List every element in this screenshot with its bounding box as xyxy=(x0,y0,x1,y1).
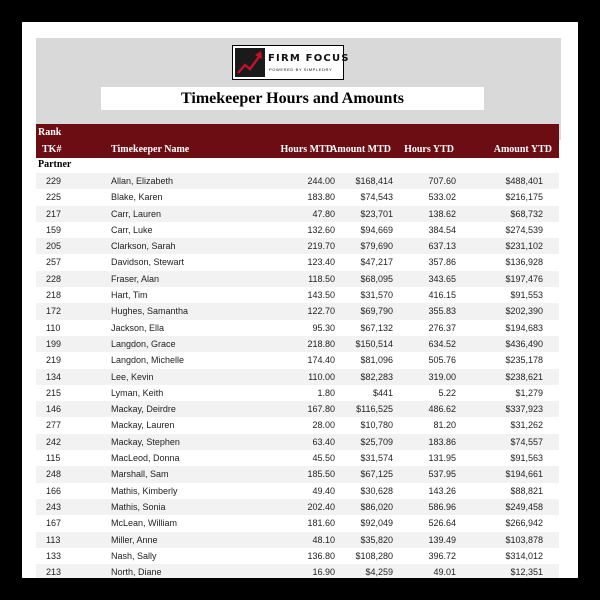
cell-amount-ytd: $31,262 xyxy=(510,420,543,431)
cell-amount-mtd: $168,414 xyxy=(355,176,393,186)
cell-hours-mtd: 174.40 xyxy=(307,355,335,366)
cell-hours-mtd: 185.50 xyxy=(307,469,335,480)
cell-tk: 213 xyxy=(46,567,62,578)
cell-amount-mtd: $82,283 xyxy=(360,371,393,382)
cell-hours-ytd: 396.72 xyxy=(428,550,456,561)
cell-tk: 167 xyxy=(46,518,62,529)
table-row xyxy=(36,206,559,222)
cell-tk: 217 xyxy=(46,208,62,219)
cell-amount-mtd: $30,628 xyxy=(360,485,393,496)
cell-amount-mtd: $79,690 xyxy=(360,241,393,252)
cell-amount-mtd: $67,132 xyxy=(360,322,393,333)
cell-name: Fraser, Alan xyxy=(111,273,160,284)
cell-hours-ytd: 319.00 xyxy=(428,371,456,382)
cell-tk: 218 xyxy=(46,290,62,301)
cell-tk: 228 xyxy=(46,273,62,284)
cell-name: Jackson, Ella xyxy=(111,322,165,333)
cell-amount-ytd: $136,928 xyxy=(505,257,543,268)
cell-name: Hughes, Samantha xyxy=(111,306,189,317)
cell-hours-ytd: 637.13 xyxy=(428,241,456,252)
cell-hours-ytd: 5.22 xyxy=(438,387,456,398)
cell-hours-ytd: 183.86 xyxy=(428,436,456,447)
table-row xyxy=(36,483,559,499)
cell-hours-ytd: 384.54 xyxy=(428,224,456,235)
cell-hours-mtd: 136.80 xyxy=(307,550,335,561)
cell-hours-mtd: 123.40 xyxy=(307,257,335,268)
cell-name: Mackay, Deirdre xyxy=(111,404,176,415)
cell-name: Nash, Sally xyxy=(111,550,157,561)
cell-amount-mtd: $69,790 xyxy=(360,306,393,317)
cell-amount-mtd: $23,701 xyxy=(360,208,393,219)
cell-hours-mtd: 1.80 xyxy=(317,387,335,398)
cell-name: Blake, Karen xyxy=(111,192,163,203)
cell-hours-mtd: 132.60 xyxy=(307,224,335,235)
cell-hours-ytd: 131.95 xyxy=(428,453,456,464)
cell-hours-mtd: 143.50 xyxy=(307,290,335,301)
cell-tk: 225 xyxy=(46,192,62,203)
cell-name: Allan, Elizabeth xyxy=(111,176,174,186)
cell-amount-mtd: $31,574 xyxy=(360,453,393,464)
column-header-hours-ytd: Hours YTD xyxy=(404,144,454,155)
cell-amount-ytd: $74,557 xyxy=(510,436,543,447)
logo-tagline: POWERED BY SIMPLEDRY xyxy=(269,67,333,72)
cell-hours-ytd: 357.86 xyxy=(428,257,456,268)
cell-tk: 219 xyxy=(46,355,62,366)
table-row xyxy=(36,450,559,466)
cell-hours-ytd: 634.52 xyxy=(428,338,456,349)
cell-amount-ytd: $238,621 xyxy=(505,371,543,382)
cell-amount-ytd: $235,178 xyxy=(505,355,543,366)
column-header-amount-ytd: Amount YTD xyxy=(493,144,552,155)
table-row xyxy=(36,499,559,515)
cell-amount-ytd: $249,458 xyxy=(505,501,543,512)
cell-hours-mtd: 202.40 xyxy=(307,501,335,512)
cell-amount-mtd: $10,780 xyxy=(360,420,393,431)
cell-name: Langdon, Grace xyxy=(111,338,176,349)
cell-amount-ytd: $197,476 xyxy=(505,273,543,284)
cell-amount-mtd: $74,543 xyxy=(360,192,393,203)
cell-amount-mtd: $31,570 xyxy=(360,290,393,301)
cell-hours-ytd: 707.60 xyxy=(428,176,456,186)
cell-tk: 146 xyxy=(46,404,62,415)
column-header-name: Timekeeper Name xyxy=(111,144,190,155)
column-header-amount-mtd: Amount MTD xyxy=(330,144,391,155)
cell-hours-mtd: 244.00 xyxy=(307,176,335,186)
cell-tk: 242 xyxy=(46,436,62,447)
cell-name: Lyman, Keith xyxy=(111,387,164,398)
cell-amount-ytd: $1,279 xyxy=(515,387,543,398)
cell-hours-mtd: 16.90 xyxy=(312,567,335,578)
cell-amount-ytd: $202,390 xyxy=(505,306,543,317)
cell-amount-ytd: $68,732 xyxy=(510,208,543,219)
cell-hours-ytd: 49.01 xyxy=(433,567,456,578)
cell-name: Marshall, Sam xyxy=(111,469,169,480)
cell-name: Mathis, Kimberly xyxy=(111,485,178,496)
cell-hours-mtd: 110.00 xyxy=(308,371,335,382)
table-row xyxy=(36,515,559,531)
cell-amount-mtd: $86,020 xyxy=(360,501,393,512)
table-row xyxy=(36,271,559,287)
cell-amount-mtd: $116,525 xyxy=(356,404,393,415)
cell-hours-ytd: 586.96 xyxy=(428,501,456,512)
cell-amount-mtd: $4,259 xyxy=(365,567,393,578)
table-row xyxy=(36,417,559,433)
cell-name: Davidson, Stewart xyxy=(111,257,185,268)
cell-name: Mackay, Lauren xyxy=(111,420,175,431)
table-row xyxy=(36,369,559,385)
cell-tk: 166 xyxy=(46,485,62,496)
cell-tk: 115 xyxy=(46,453,61,464)
cell-amount-ytd: $12,351 xyxy=(510,567,543,578)
cell-tk: 243 xyxy=(46,501,62,512)
cell-amount-mtd: $68,095 xyxy=(360,273,393,284)
cell-tk: 199 xyxy=(46,338,62,349)
cell-amount-ytd: $314,012 xyxy=(505,550,543,561)
column-header-hours-mtd: Hours MTD xyxy=(280,144,333,155)
cell-hours-ytd: 537.95 xyxy=(428,469,456,480)
cell-tk: 159 xyxy=(46,224,62,235)
cell-tk: 113 xyxy=(46,534,61,545)
table-header xyxy=(36,124,559,158)
cell-tk: 110 xyxy=(46,322,61,333)
logo-name: FIRM FOCUS xyxy=(268,53,350,64)
cell-hours-mtd: 167.80 xyxy=(307,404,335,415)
cell-tk: 229 xyxy=(46,176,62,186)
cell-amount-ytd: $266,942 xyxy=(505,518,543,529)
rank-label: Rank xyxy=(38,127,62,138)
report-page xyxy=(22,22,578,578)
cell-hours-mtd: 48.10 xyxy=(312,534,335,545)
cell-amount-ytd: $436,490 xyxy=(505,338,543,349)
table-row xyxy=(36,254,559,270)
cell-amount-ytd: $216,175 xyxy=(505,192,543,203)
cell-name: Hart, Tim xyxy=(111,290,148,301)
table-row xyxy=(36,287,559,303)
cell-name: Carr, Lauren xyxy=(111,208,162,219)
table-row xyxy=(36,336,559,352)
cell-name: Langdon, Michelle xyxy=(111,355,185,366)
cell-hours-ytd: 526.64 xyxy=(428,518,456,529)
cell-amount-ytd: $194,661 xyxy=(505,469,543,480)
cell-name: McLean, William xyxy=(111,518,178,529)
cell-amount-ytd: $88,821 xyxy=(510,485,543,496)
cell-amount-ytd: $337,923 xyxy=(505,404,543,415)
cell-amount-ytd: $91,553 xyxy=(510,290,543,301)
cell-name: MacLeod, Donna xyxy=(111,453,180,464)
firm-focus-logo xyxy=(232,45,350,80)
cell-name: Mackay, Stephen xyxy=(111,436,180,447)
cell-hours-ytd: 139.49 xyxy=(428,534,456,545)
cell-amount-mtd: $150,514 xyxy=(355,338,393,349)
cell-hours-ytd: 505.76 xyxy=(428,355,456,366)
table-row xyxy=(36,320,559,336)
cell-amount-mtd: $94,669 xyxy=(360,224,393,235)
cell-tk: 257 xyxy=(46,257,62,268)
cell-hours-mtd: 95.30 xyxy=(312,322,335,333)
cell-tk: 248 xyxy=(46,469,62,480)
table-row xyxy=(36,238,559,254)
cell-hours-ytd: 276.37 xyxy=(428,322,456,333)
table-row xyxy=(36,385,559,401)
cell-hours-mtd: 45.50 xyxy=(312,453,335,464)
cell-hours-mtd: 122.70 xyxy=(307,306,335,317)
cell-hours-ytd: 486.62 xyxy=(428,404,456,415)
cell-hours-mtd: 218.80 xyxy=(307,338,335,349)
table-row xyxy=(36,466,559,482)
cell-hours-ytd: 355.83 xyxy=(428,306,456,317)
table-row xyxy=(36,303,559,319)
cell-hours-ytd: 81.20 xyxy=(433,420,456,431)
cell-amount-mtd: $47,217 xyxy=(360,257,393,268)
table-row xyxy=(36,548,559,564)
cell-hours-ytd: 143.26 xyxy=(428,485,456,496)
cell-hours-mtd: 63.40 xyxy=(312,436,335,447)
cell-hours-ytd: 416.15 xyxy=(428,290,456,301)
table-row xyxy=(36,532,559,548)
cell-hours-mtd: 219.70 xyxy=(307,241,335,252)
cell-tk: 133 xyxy=(46,550,62,561)
cell-amount-ytd: $488,401 xyxy=(505,176,543,186)
cell-tk: 172 xyxy=(46,306,62,317)
cell-tk: 205 xyxy=(46,241,62,252)
cell-amount-mtd: $25,709 xyxy=(360,436,393,447)
cell-name: North, Diane xyxy=(111,567,162,578)
cell-amount-mtd: $108,280 xyxy=(355,550,393,561)
cell-hours-ytd: 138.62 xyxy=(428,208,456,219)
cell-name: Miller, Anne xyxy=(111,534,158,545)
cell-amount-ytd: $194,683 xyxy=(505,322,543,333)
report-title-box xyxy=(101,87,484,110)
cell-name: Carr, Luke xyxy=(111,224,153,235)
cell-hours-ytd: 533.02 xyxy=(428,192,456,203)
cell-amount-mtd: $81,096 xyxy=(360,355,393,366)
table-row xyxy=(36,401,559,417)
cell-name: Clarkson, Sarah xyxy=(111,241,176,252)
cell-amount-ytd: $274,539 xyxy=(505,224,543,235)
cell-amount-mtd: $35,820 xyxy=(360,534,393,545)
table-row xyxy=(36,222,559,238)
cell-amount-mtd: $441 xyxy=(372,387,393,398)
table-row xyxy=(36,564,559,578)
cell-hours-mtd: 28.00 xyxy=(312,420,335,431)
report-title: Timekeeper Hours and Amounts xyxy=(181,89,404,107)
cell-amount-ytd: $91,563 xyxy=(510,453,543,464)
table-row xyxy=(36,189,559,205)
cell-hours-mtd: 183.80 xyxy=(307,192,335,203)
column-header-tk: TK# xyxy=(42,144,62,155)
timekeeper-table-body xyxy=(36,173,559,578)
cell-hours-ytd: 343.65 xyxy=(428,273,456,284)
cell-tk: 134 xyxy=(46,371,62,382)
section-label: Partner xyxy=(38,159,72,170)
cell-amount-mtd: $92,049 xyxy=(360,518,393,529)
cell-name: Lee, Kevin xyxy=(111,371,154,382)
cell-hours-mtd: 181.60 xyxy=(307,518,335,529)
cell-amount-mtd: $67,125 xyxy=(360,469,393,480)
cell-tk: 277 xyxy=(46,420,62,431)
table-row xyxy=(36,173,559,189)
cell-tk: 215 xyxy=(46,387,62,398)
cell-amount-ytd: $231,102 xyxy=(505,241,543,252)
cell-amount-ytd: $103,878 xyxy=(505,534,543,545)
table-row xyxy=(36,352,559,368)
cell-hours-mtd: 118.50 xyxy=(308,273,335,284)
cell-hours-mtd: 49.40 xyxy=(312,485,335,496)
table-row xyxy=(36,434,559,450)
cell-name: Mathis, Sonia xyxy=(111,501,166,512)
cell-hours-mtd: 47.80 xyxy=(312,208,335,219)
growth-arrow-icon xyxy=(235,48,265,77)
